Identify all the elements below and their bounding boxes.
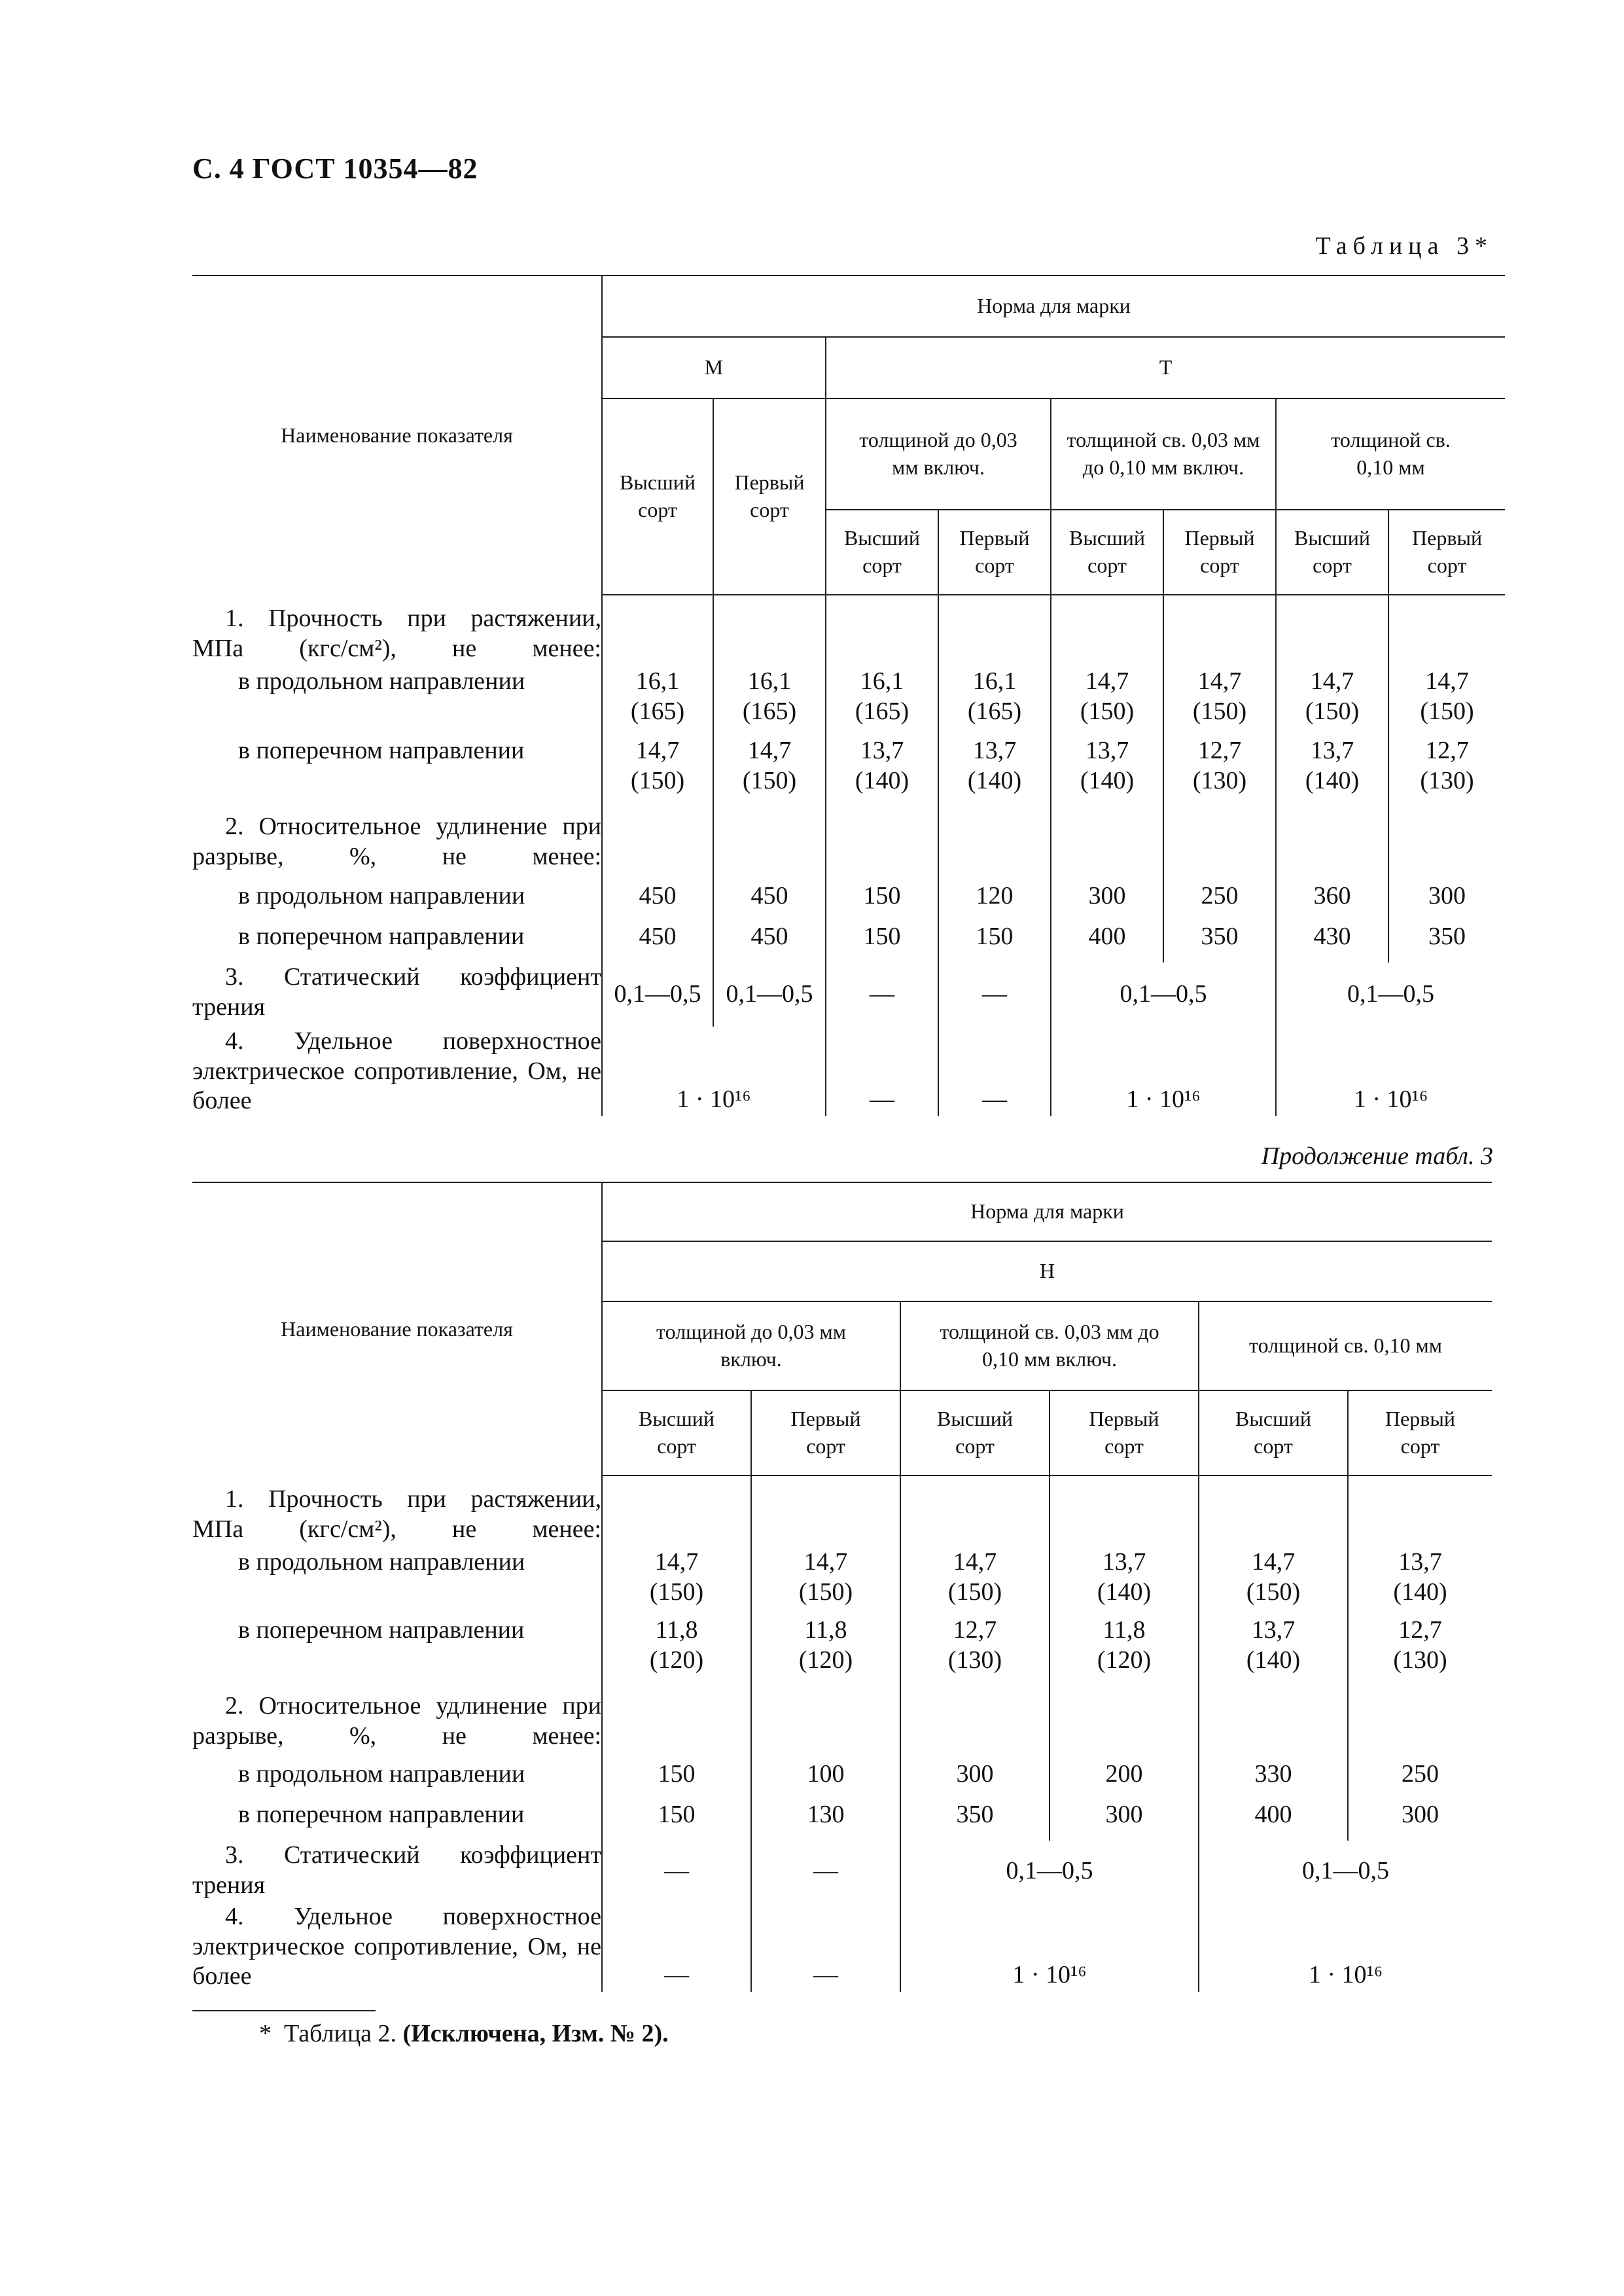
- table-cell: 14,7 (150): [1051, 667, 1163, 736]
- table-cell: 0,1—0,5: [1276, 963, 1505, 1027]
- grade-top: Высший сорт: [602, 1390, 751, 1475]
- table-cell: 13,7 (140): [1199, 1616, 1348, 1691]
- table-cell: 11,8 (120): [751, 1616, 900, 1691]
- table-cell: 400: [1199, 1800, 1348, 1841]
- table-cell: 14,7 (150): [900, 1547, 1050, 1616]
- table-cell: 300: [1348, 1800, 1492, 1841]
- table-cell: 300: [900, 1759, 1050, 1800]
- grade-first: Первый сорт: [938, 510, 1051, 595]
- footnote-divider: [192, 2010, 376, 2011]
- table-cell: 12,7 (130): [1163, 736, 1276, 812]
- thickness-header-2: толщиной св. 0,03 мм до 0,10 мм включ.: [900, 1301, 1199, 1390]
- table-cell: —: [938, 963, 1051, 1027]
- table-cell: 400: [1051, 922, 1163, 963]
- table-cell: —: [751, 1902, 900, 1992]
- col-header-name: Наименование показателя: [281, 1316, 513, 1341]
- row-label: 1. Прочность при растяжении, МПа (кгс/см²), не менее:: [192, 605, 601, 662]
- table-row: [192, 922, 1505, 963]
- table-cell: 13,7 (140): [826, 736, 938, 812]
- table-cell: 150: [826, 922, 938, 963]
- table-cell: 13,7 (140): [1050, 1547, 1199, 1616]
- grade-first: Первый сорт: [1388, 510, 1505, 595]
- table-row: [192, 1547, 1492, 1616]
- table-cell: 200: [1050, 1759, 1199, 1800]
- table-row: [192, 1841, 1492, 1902]
- grade-first: Первый сорт: [751, 1390, 900, 1475]
- thickness-header-1: толщиной до 0,03 мм включ.: [826, 398, 1051, 510]
- row-label: 4. Удельное поверхностное электрическое сопротивление, Ом, не более: [192, 1903, 601, 1990]
- row-label: в поперечном направлении: [238, 1801, 525, 1828]
- table-cell: 130: [751, 1800, 900, 1841]
- table-cell: 11,8 (120): [1050, 1616, 1199, 1691]
- table-cell: 1 · 10¹⁶: [900, 1902, 1199, 1992]
- table-cell: —: [826, 1027, 938, 1116]
- table-cell: —: [602, 1841, 751, 1902]
- table-cell: 16,1 (165): [713, 667, 826, 736]
- row-label: в продольном направлении: [238, 1760, 525, 1788]
- grade-top-m: Высший сорт: [602, 398, 713, 595]
- thickness-header-2: толщиной св. 0,03 мм до 0,10 мм включ.: [1051, 398, 1276, 510]
- table-cell: 430: [1276, 922, 1388, 963]
- table-cell: —: [826, 963, 938, 1027]
- row-label: 3. Статический коэффициент трения: [192, 1841, 601, 1899]
- grade-top: Высший сорт: [1199, 1390, 1348, 1475]
- grade-top: Высший сорт: [900, 1390, 1050, 1475]
- table-label: Таблица 3*: [1315, 232, 1493, 260]
- grade-first: Первый сорт: [1348, 1390, 1492, 1475]
- table-cell: 300: [1051, 881, 1163, 922]
- table-row: [192, 736, 1505, 812]
- table-cell: 12,7 (130): [1388, 736, 1505, 812]
- row-label: 2. Относительное удлинение при разрыве, %, не менее:: [192, 1692, 601, 1750]
- footnote-text: Таблица 2.: [284, 2020, 397, 2047]
- table-cell: 1 · 10¹⁶: [1199, 1902, 1492, 1992]
- row-label: 3. Статический коэффициент трения: [192, 963, 601, 1021]
- table-cell: 16,1 (165): [938, 667, 1051, 736]
- table-cell: 300: [1388, 881, 1505, 922]
- table-3-continuation: [192, 1182, 1492, 1992]
- grade-first: Первый сорт: [1163, 510, 1276, 595]
- table-cell: 450: [602, 922, 713, 963]
- table-cell: 350: [1388, 922, 1505, 963]
- table-cell: 450: [713, 881, 826, 922]
- table-cell: —: [602, 1902, 751, 1992]
- table-cell: 150: [602, 1759, 751, 1800]
- row-label: в поперечном направлении: [238, 923, 525, 950]
- table-cell: 13,7 (140): [938, 736, 1051, 812]
- grade-first-m: Первый сорт: [713, 398, 826, 595]
- table-cell: 250: [1348, 1759, 1492, 1800]
- footnote-bold: (Исключена, Изм. № 2).: [402, 2020, 669, 2047]
- table-cell: —: [938, 1027, 1051, 1116]
- table-cell: 150: [826, 881, 938, 922]
- table-row: [192, 881, 1505, 922]
- table-cell: 0,1—0,5: [900, 1841, 1199, 1902]
- footnote: [259, 2019, 669, 2048]
- table-cell: 1 · 10¹⁶: [602, 1027, 826, 1116]
- norm-header: Норма для марки: [602, 1182, 1492, 1241]
- table-cell: —: [751, 1841, 900, 1902]
- norm-header: Норма для марки: [602, 275, 1505, 337]
- row-label: в продольном направлении: [238, 882, 525, 910]
- table-cell: 0,1—0,5: [1199, 1841, 1492, 1902]
- table-cell: 13,7 (140): [1276, 736, 1388, 812]
- row-label: в поперечном направлении: [238, 1616, 525, 1644]
- table-3: [192, 275, 1505, 1116]
- table-cell: 0,1—0,5: [602, 963, 713, 1027]
- table-cell: 450: [713, 922, 826, 963]
- table-cell: 250: [1163, 881, 1276, 922]
- footnote-mark: *: [259, 2020, 272, 2047]
- table-row: [192, 1691, 1492, 1759]
- table-cell: 14,7 (150): [713, 736, 826, 812]
- thickness-header-3: толщиной св. 0,10 мм: [1276, 398, 1505, 510]
- table-cell: 14,7 (150): [602, 1547, 751, 1616]
- grade-top: Высший сорт: [1276, 510, 1388, 595]
- table-cell: 14,7 (150): [1199, 1547, 1348, 1616]
- row-label: в продольном направлении: [238, 667, 525, 695]
- table-cell: 360: [1276, 881, 1388, 922]
- col-header-name: Наименование показателя: [281, 423, 513, 447]
- table-cell: 100: [751, 1759, 900, 1800]
- table-cell: 14,7 (150): [1276, 667, 1388, 736]
- table-cell: 14,7 (150): [602, 736, 713, 812]
- table-cell: 350: [900, 1800, 1050, 1841]
- table-cell: 14,7 (150): [1163, 667, 1276, 736]
- table-cell: 300: [1050, 1800, 1199, 1841]
- table-cell: 330: [1199, 1759, 1348, 1800]
- table-cell: 12,7 (130): [1348, 1616, 1492, 1691]
- table-cell: 16,1 (165): [826, 667, 938, 736]
- table-cell: 1 · 10¹⁶: [1051, 1027, 1276, 1116]
- table-row: [192, 1616, 1492, 1691]
- table-cell: 150: [938, 922, 1051, 963]
- table-cell: 120: [938, 881, 1051, 922]
- mark-m-header: М: [602, 337, 826, 398]
- table-cell: 14,7 (150): [751, 1547, 900, 1616]
- table-cell: 12,7 (130): [900, 1616, 1050, 1691]
- table-cell: 150: [602, 1800, 751, 1841]
- row-label: в поперечном направлении: [238, 737, 525, 764]
- row-label: 1. Прочность при растяжении, МПа (кгс/см²), не менее:: [192, 1485, 601, 1543]
- table-row: [192, 1800, 1492, 1841]
- table-cell: 16,1 (165): [602, 667, 713, 736]
- table-cell: 450: [602, 881, 713, 922]
- table-row: [192, 595, 1505, 667]
- table-cell: 1 · 10¹⁶: [1276, 1027, 1505, 1116]
- row-label: в продольном направлении: [238, 1548, 525, 1576]
- table-cell: 0,1—0,5: [1051, 963, 1276, 1027]
- table-row: [192, 1475, 1492, 1547]
- table-row: [192, 667, 1505, 736]
- table-row: [192, 963, 1505, 1027]
- table-cell: 14,7 (150): [1388, 667, 1505, 736]
- table-cell: 13,7 (140): [1348, 1547, 1492, 1616]
- mark-n-header: Н: [602, 1241, 1492, 1301]
- table-cell: 0,1—0,5: [713, 963, 826, 1027]
- grade-top: Высший сорт: [826, 510, 938, 595]
- row-label: 2. Относительное удлинение при разрыве, %, не менее:: [192, 813, 601, 870]
- table-cell: 350: [1163, 922, 1276, 963]
- grade-top: Высший сорт: [1051, 510, 1163, 595]
- table-row: [192, 1027, 1505, 1116]
- row-label: 4. Удельное поверхностное электрическое сопротивление, Ом, не более: [192, 1027, 601, 1115]
- table-cell: 11,8 (120): [602, 1616, 751, 1691]
- mark-t-header: Т: [826, 337, 1505, 398]
- table-cell: 13,7 (140): [1051, 736, 1163, 812]
- thickness-header-1: толщиной до 0,03 мм включ.: [602, 1301, 900, 1390]
- continuation-label: Продолжение табл. 3: [1261, 1142, 1493, 1170]
- table-row: [192, 812, 1505, 881]
- table-row: [192, 1759, 1492, 1800]
- grade-first: Первый сорт: [1050, 1390, 1199, 1475]
- table-row: [192, 1902, 1492, 1992]
- page-title: С. 4 ГОСТ 10354—82: [192, 152, 478, 185]
- thickness-header-3: толщиной св. 0,10 мм: [1199, 1301, 1492, 1390]
